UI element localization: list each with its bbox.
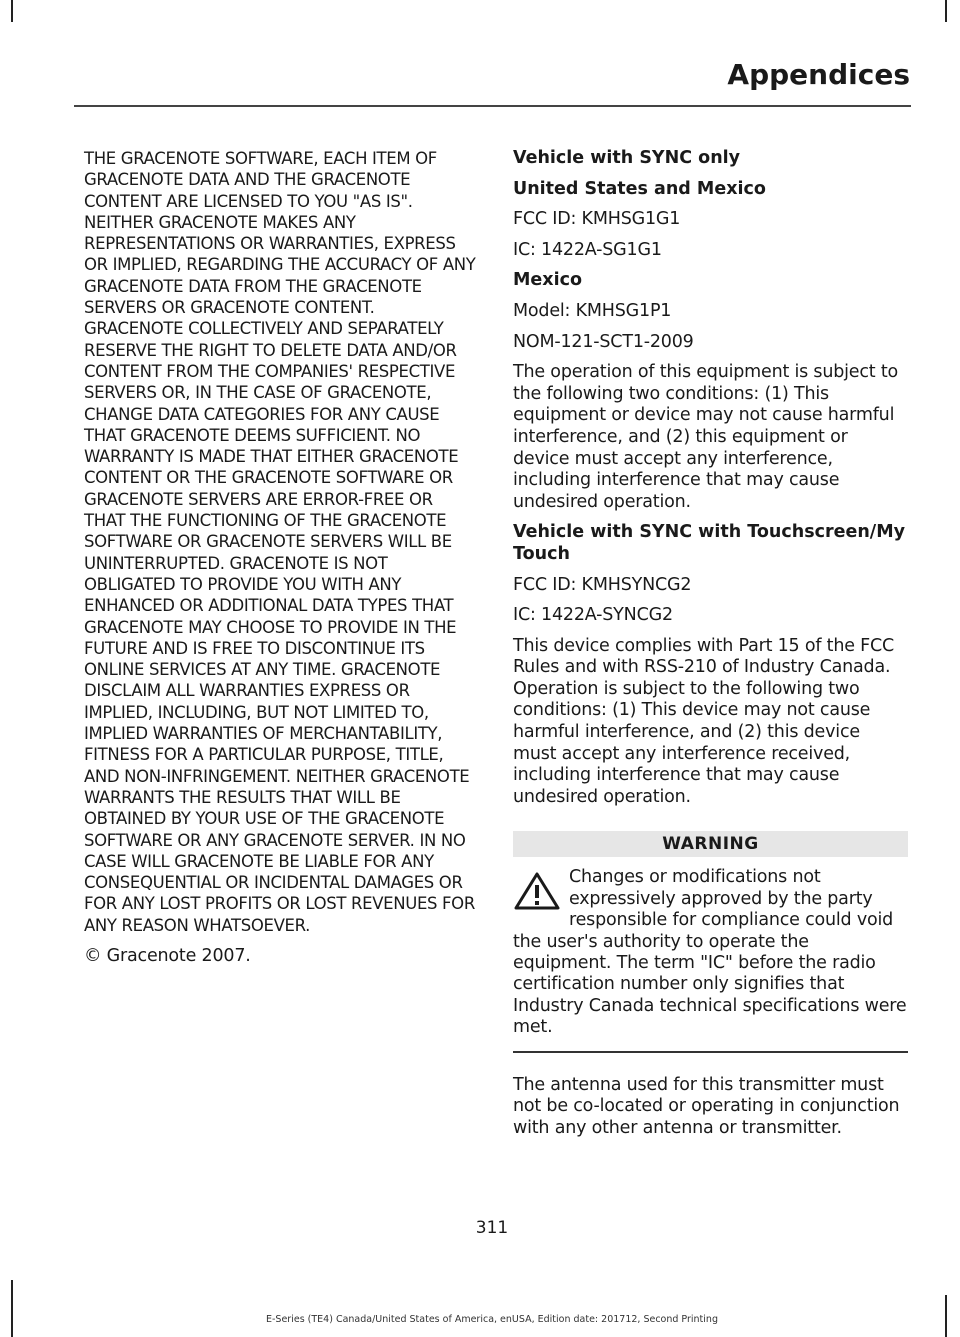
nom-number: NOM-121-SCT1-2009 (513, 331, 694, 352)
fcc-id-touchscreen: FCC ID: KMHSYNCG2 (513, 574, 692, 595)
heading-sync-only: Vehicle with SYNC only (513, 148, 741, 168)
compliance-statement: This device complies with Part 15 of the FCC Rules and with RSS-210 of Industry Canada. Operation is subject to the following two conditions: (1) This device may not cause harmful interference, and (2) this device must accept any interference received, including interference that may cause undesired operation. (513, 635, 895, 807)
warning-text: Changes or modifications not expressively approved by the party responsible for compliance could void the user's authority to operate the equipment. The term "IC" before the radio certification number only signifies that Industry Canada technical specifications were met. (513, 867, 907, 1038)
crop-mark-top-left (11, 0, 13, 22)
page-title: Appendices (727, 58, 910, 91)
ic-sync: IC: 1422A-SG1G1 (513, 239, 662, 260)
page-number: 311 (475, 1218, 509, 1238)
footer-edition: E-Series (TE4) Canada/United States of America, enUSA, Edition date: 201712, Second Printing (266, 1314, 718, 1325)
heading-us-mexico: United States and Mexico (513, 178, 766, 199)
fcc-id-sync: FCC ID: KMHSG1G1 (513, 209, 681, 230)
crop-mark-bottom-left (11, 1280, 13, 1337)
header-divider (74, 105, 911, 107)
warning-label: WARNING (513, 831, 908, 857)
model-number: Model: KMHSG1P1 (513, 300, 672, 321)
operation-conditions: The operation of this equipment is subject to the following two conditions: (1) This equipment or device may not cause harmful interference, and (2) this equipment or device must accept any interference, including interference that may cause undesired operation. (513, 362, 898, 512)
left-column (84, 148, 476, 977)
ic-touchscreen: IC: 1422A-SYNCG2 (513, 605, 673, 626)
heading-touchscreen: Vehicle with SYNC with Touchscreen/My Touch (513, 522, 906, 564)
right-column (513, 148, 908, 1148)
warning-triangle-icon (513, 871, 561, 911)
gracenote-disclaimer: THE GRACENOTE SOFTWARE, EACH ITEM OF GRACENOTE DATA AND THE GRACENOTE CONTENT ARE LICENSED TO YOU "AS IS". NEITHER GRACENOTE MAKES ANY REPRESENTATIONS OR WARRANTIES, EXPRESS OR IMPLIED, REGARDING THE ACCURACY OF ANY GRACENOTE DATA FROM THE GRACENOTE SERVERS OR GRACENOTE CONTENT. GRACENOTE COLLECTIVELY AND SEPARATELY RESERVE THE RIGHT TO DELETE DATA AND/OR CONTENT FROM THE COMPANIES' RESPECTIVE SERVERS OR, IN THE CASE OF GRACENOTE, CHANGE DATA CATEGORIES FOR ANY CAUSE THAT GRACENOTE DEEMS SUFFICIENT. NO WARRANTY IS MADE THAT EITHER GRACENOTE CONTENT OR THE GRACENOTE SOFTWARE OR GRACENOTE SERVERS ARE ERROR-FREE OR THAT THE FUNCTIONING OF THE GRACENOTE SOFTWARE OR GRACENOTE SERVERS WILL BE UNINTERRUPTED. GRACENOTE IS NOT OBLIGATED TO PROVIDE YOU WITH ANY ENHANCED OR ADDITIONAL DATA TYPES THAT GRACENOTE MAY CHOOSE TO PROVIDE IN THE FUTURE AND IS FREE TO DISCONTINUE ITS ONLINE SERVICES AT ANY TIME. GRACENOTE DISCLAIM ALL WARRANTIES EXPRESS OR IMPLIED, INCLUDING, BUT NOT LIMITED TO, IMPLIED WARRANTIES OF MERCHANTABILITY, FITNESS FOR A PARTICULAR PURPOSE, TITLE, AND NON-INFRINGEMENT. NEITHER GRACENOTE WARRANTS THE RESULTS THAT WILL BE OBTAINED BY YOUR USE OF THE GRACENOTE SOFTWARE OR ANY GRACENOTE SERVER. IN NO CASE WILL GRACENOTE BE LIABLE FOR ANY CONSEQUENTIAL OR INCIDENTAL DAMAGES OR FOR ANY LOST PROFITS OR LOST REVENUES FOR ANY REASON WHATSOEVER. (84, 149, 476, 935)
warning-divider (513, 1051, 908, 1053)
heading-mexico: Mexico (513, 270, 582, 291)
warning-box (513, 867, 908, 1038)
antenna-statement: The antenna used for this transmitter must not be co-located or operating in conjunction with any other antenna or transmitter. (513, 1074, 900, 1138)
crop-mark-top-right (945, 0, 947, 22)
copyright-notice: © Gracenote 2007. (84, 945, 251, 966)
